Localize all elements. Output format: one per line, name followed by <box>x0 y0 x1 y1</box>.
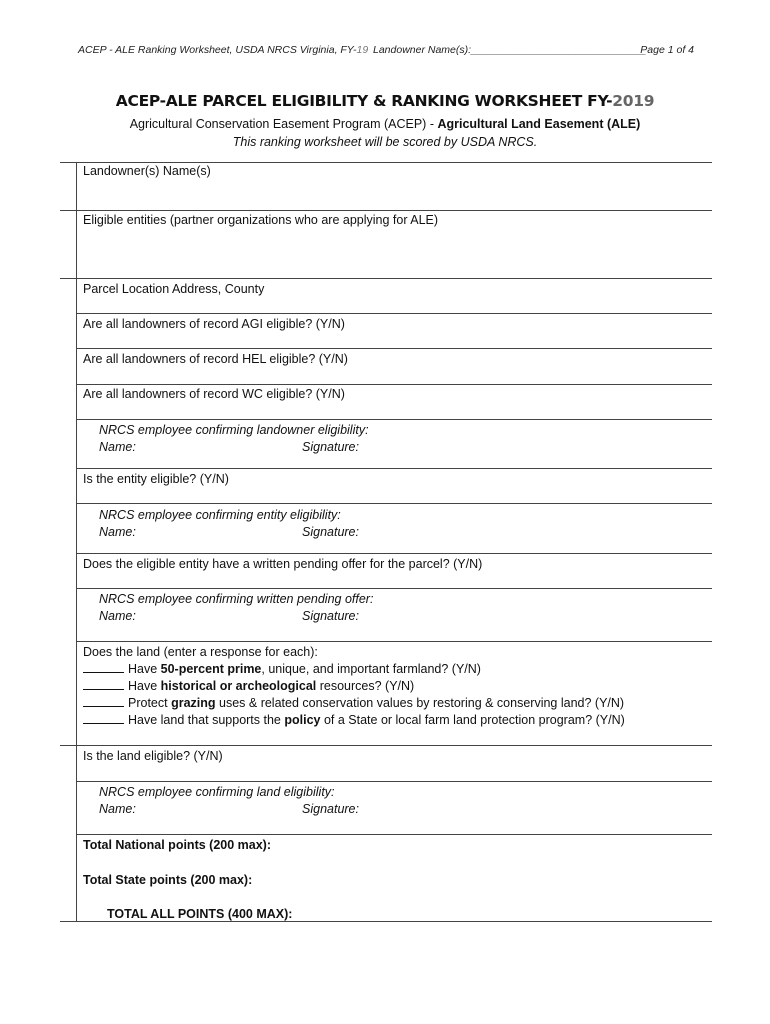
total-state-points-field[interactable]: Total State points (200 max): <box>83 873 253 887</box>
land-grazing-answer-blank[interactable] <box>83 695 124 707</box>
total-national-points-field[interactable]: Total National points (200 max): <box>83 838 271 852</box>
offer-confirm-name-field[interactable]: Name: <box>99 609 136 623</box>
land-policy-answer-blank[interactable] <box>83 712 124 724</box>
confirm-offer-label: NRCS employee confirming written pending offer: <box>99 592 374 606</box>
form-divider <box>76 834 712 835</box>
eligible-entities-field[interactable]: Eligible entities (partner organizations who are applying for ALE) <box>83 213 439 227</box>
header-landowner-name: Landowner Name(s):______________________________ <box>373 44 647 56</box>
entity-confirm-name-field[interactable]: Name: <box>99 525 136 539</box>
land-question-label: Does the land (enter a response for each): <box>83 645 318 659</box>
land-eligible-field[interactable]: Is the land eligible? (Y/N) <box>83 749 223 763</box>
total-all-points-field[interactable]: TOTAL ALL POINTS (400 MAX): <box>107 907 293 921</box>
form-divider <box>76 313 712 314</box>
form-divider <box>76 419 712 420</box>
landowner-confirm-signature-field[interactable]: Signature: <box>302 440 359 454</box>
offer-confirm-signature-field[interactable]: Signature: <box>302 609 359 623</box>
confirm-land-label: NRCS employee confirming land eligibility: <box>99 785 335 799</box>
confirm-landowner-label: NRCS employee confirming landowner eligibility: <box>99 423 369 437</box>
parcel-location-field[interactable]: Parcel Location Address, County <box>83 282 265 296</box>
form-divider <box>76 781 712 782</box>
land-prime-answer-blank[interactable] <box>83 661 124 673</box>
page-header <box>78 44 694 60</box>
form-divider <box>60 745 712 746</box>
landowner-name-field[interactable]: Landowner(s) Name(s) <box>83 164 211 178</box>
scoring-note: This ranking worksheet will be scored by USDA NRCS. <box>232 135 538 149</box>
land-historical-answer-blank[interactable] <box>83 678 124 690</box>
form-left-border <box>76 162 77 921</box>
form-divider <box>76 503 712 504</box>
form-divider <box>76 384 712 385</box>
form-divider <box>76 588 712 589</box>
hel-eligibility-field[interactable]: Are all landowners of record HEL eligible? (Y/N) <box>83 352 348 366</box>
agi-eligibility-field[interactable]: Are all landowners of record AGI eligible? (Y/N) <box>83 317 345 331</box>
form-divider <box>60 278 712 279</box>
land-policy-item: Have land that supports the policy of a State or local farm land protection program? (Y/N) <box>83 712 625 729</box>
wc-eligibility-field[interactable]: Are all landowners of record WC eligible? (Y/N) <box>83 387 345 401</box>
form-divider <box>76 348 712 349</box>
entity-confirm-signature-field[interactable]: Signature: <box>302 525 359 539</box>
form-divider <box>76 468 712 469</box>
form-divider <box>60 210 712 211</box>
worksheet-title: ACEP-ALE PARCEL ELIGIBILITY & RANKING WORKSHEET FY-2019 <box>115 92 655 110</box>
landowner-confirm-name-field[interactable]: Name: <box>99 440 136 454</box>
entity-eligible-field[interactable]: Is the entity eligible? (Y/N) <box>83 472 229 486</box>
land-confirm-name-field[interactable]: Name: <box>99 802 136 816</box>
header-page-number: Page 1 of 4 <box>640 44 694 56</box>
land-grazing-item: Protect grazing uses & related conservation values by restoring & conserving land? (Y/N) <box>83 695 624 712</box>
form-divider <box>76 553 712 554</box>
program-subtitle: Agricultural Conservation Easement Program (ACEP) - Agricultural Land Easement (ALE) <box>129 117 641 131</box>
land-prime-farmland-item: Have 50-percent prime, unique, and important farmland? (Y/N) <box>83 661 481 678</box>
header-form-title: ACEP - ALE Ranking Worksheet, USDA NRCS Virginia, FY-19 <box>78 44 369 56</box>
land-confirm-signature-field[interactable]: Signature: <box>302 802 359 816</box>
pending-offer-field[interactable]: Does the eligible entity have a written pending offer for the parcel? (Y/N) <box>83 557 483 571</box>
land-historical-item: Have historical or archeological resources? (Y/N) <box>83 678 414 695</box>
form-divider <box>76 641 712 642</box>
confirm-entity-label: NRCS employee confirming entity eligibility: <box>99 508 341 522</box>
